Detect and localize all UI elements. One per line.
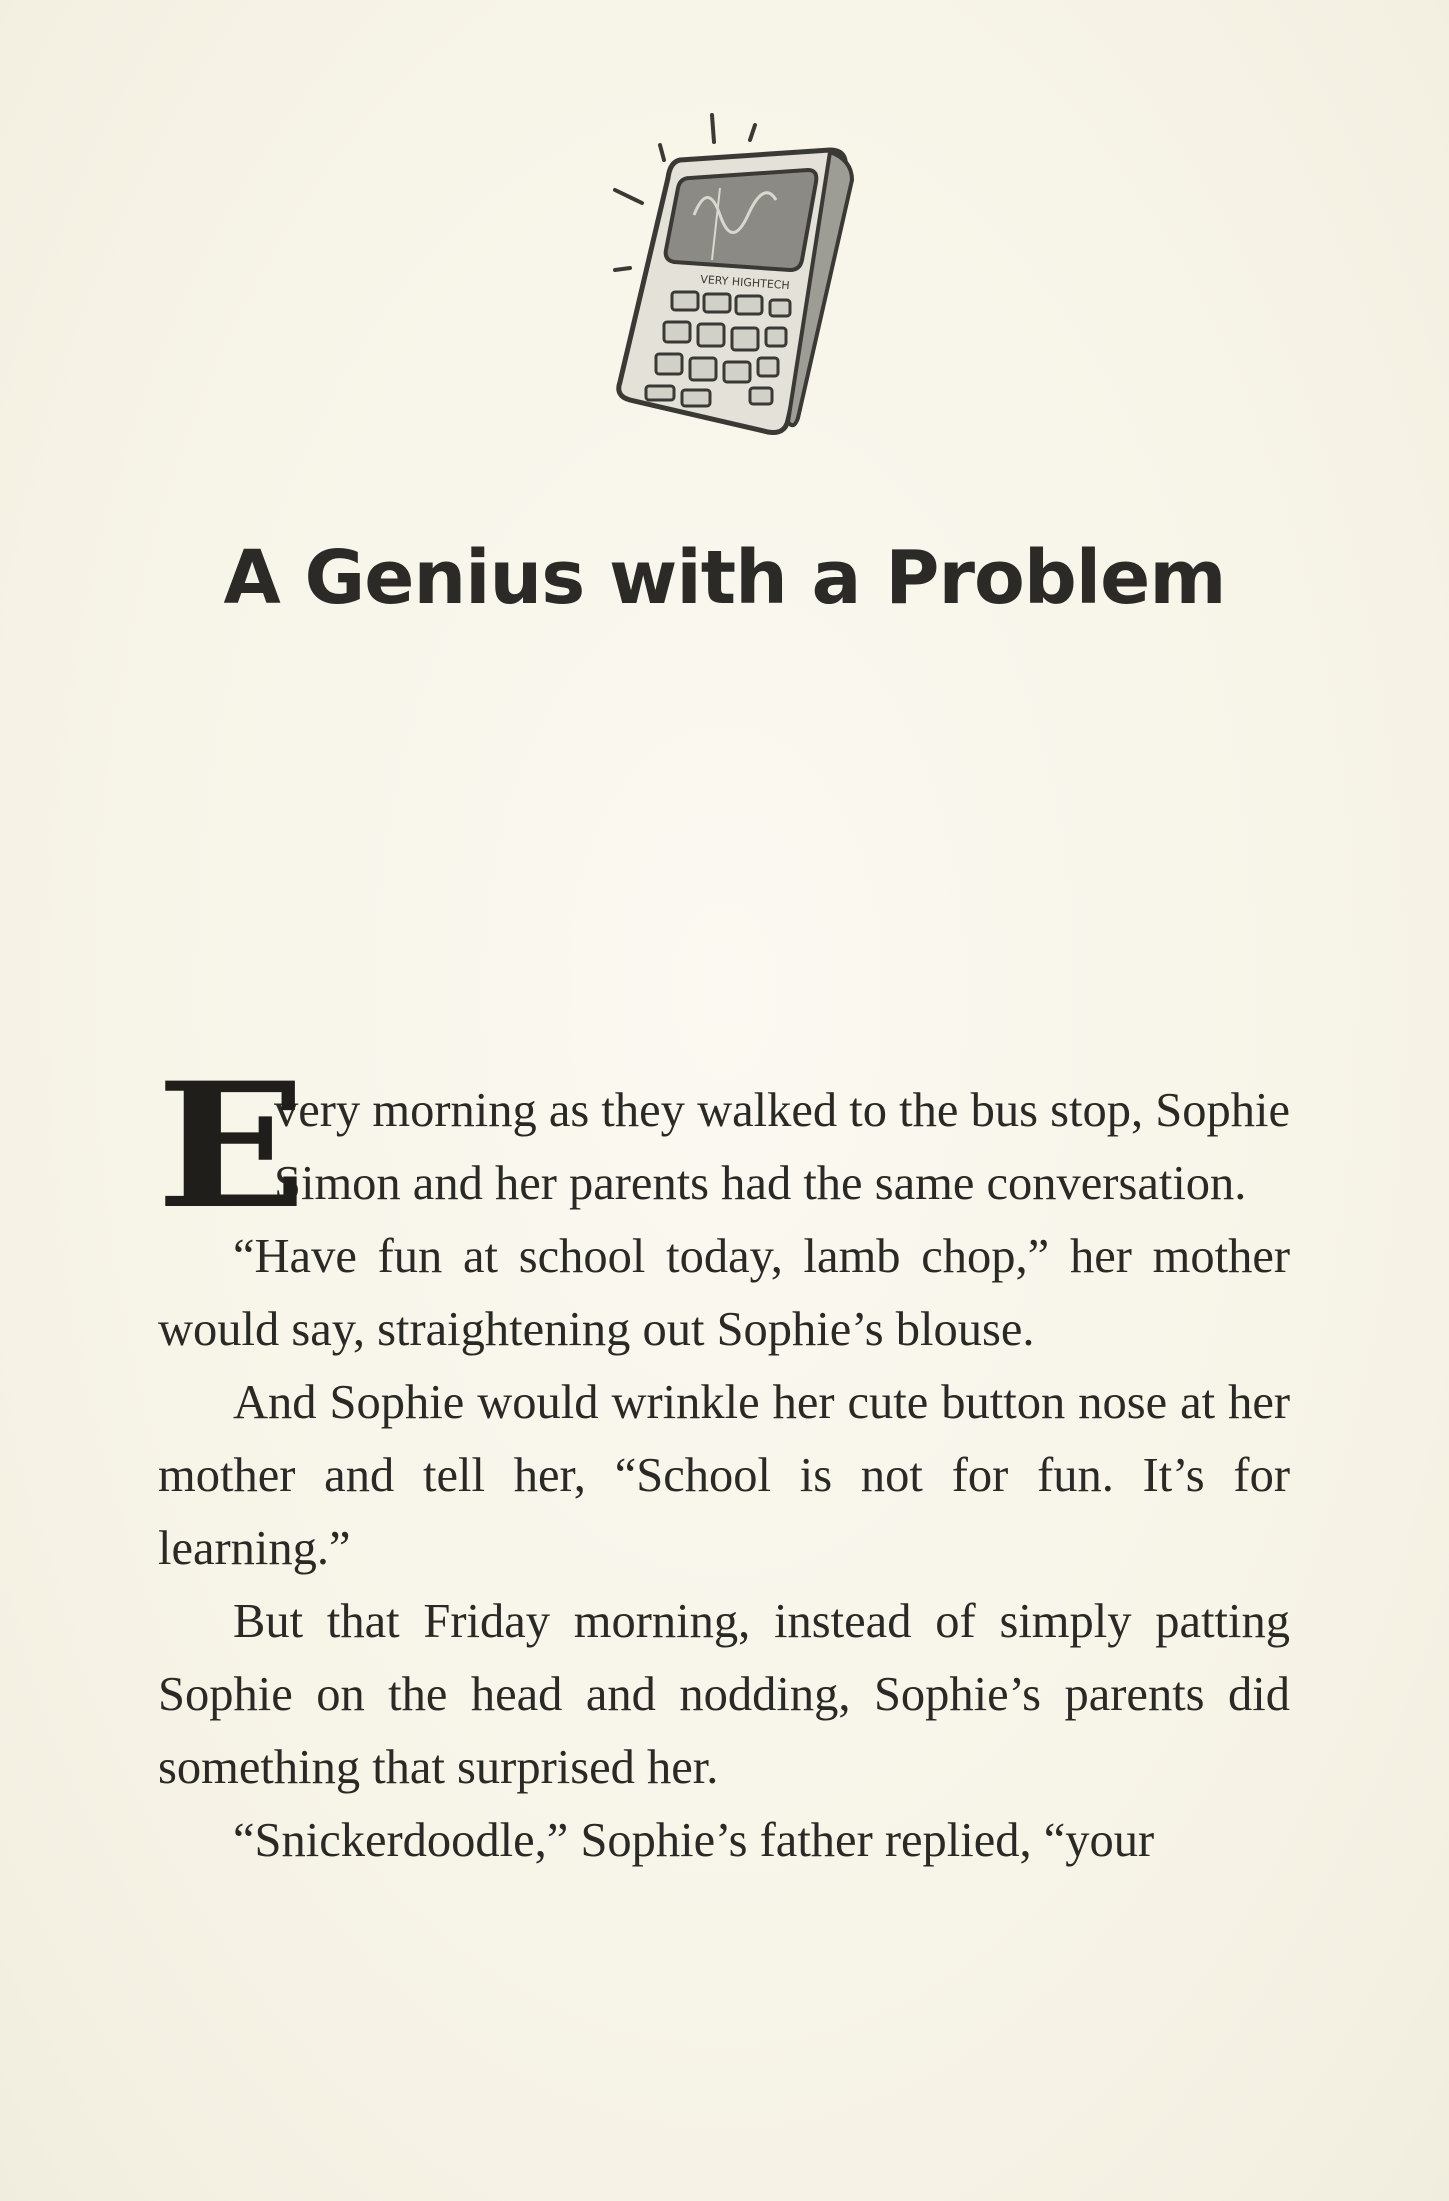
chapter-title: A Genius with a Problem xyxy=(223,535,1226,621)
svg-text:VERY HIGHTECH: VERY HIGHTECH xyxy=(699,272,791,293)
paragraph-3: And Sophie would wrinkle her cute button nose at her mother and tell her, “School is not for fun. It’s for learning.” xyxy=(158,1376,1290,1575)
graphing-calculator-icon xyxy=(590,100,870,450)
paragraph-4: But that Friday morning, instead of simply patting Sophie on the head and nodding, Sophie’s parents did something that surprised her. xyxy=(158,1595,1290,1794)
paragraph-5: “Snickerdoodle,” Sophie’s father replied, “your xyxy=(233,1814,1155,1867)
chapter-body xyxy=(156,1044,1290,1877)
drop-cap: E xyxy=(156,1044,307,1247)
paragraph-1 xyxy=(156,1044,1290,1247)
paragraph-2: “Have fun at school today, lamb chop,” her mother would say, straightening out Sophie’s blouse. xyxy=(158,1230,1290,1356)
paragraph-1-text: very morning as they walked to the bus stop, Sophie Simon and her parents had the same conversation. xyxy=(274,1084,1290,1210)
